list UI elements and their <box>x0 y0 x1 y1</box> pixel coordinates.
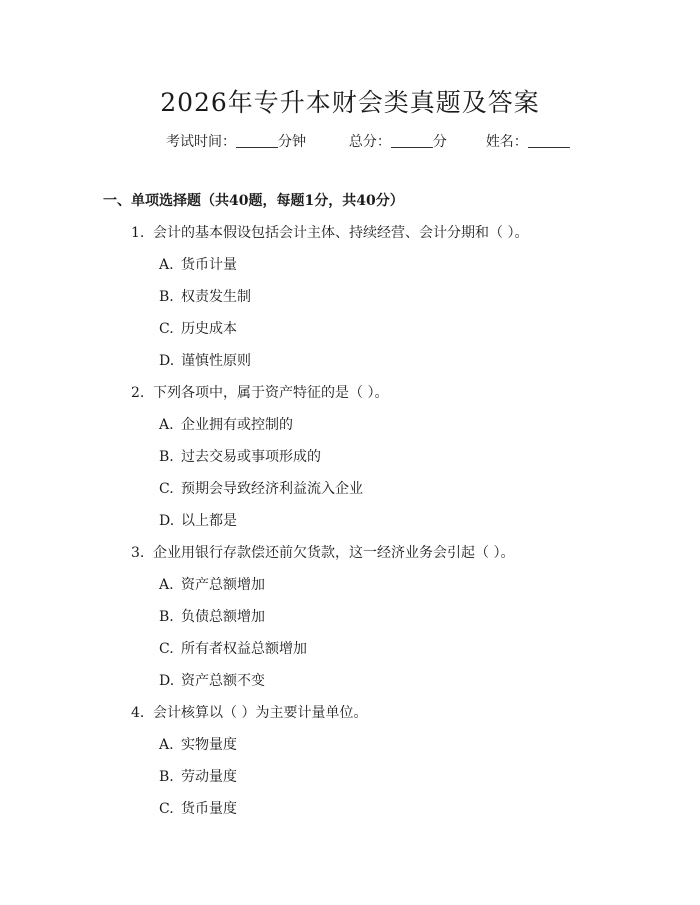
question-4 <box>131 702 367 722</box>
option-letter: A. <box>159 577 174 593</box>
time-blank <box>236 133 278 148</box>
question-3-option-a <box>159 574 265 594</box>
question-text: 会计核算以（ ）为主要计量单位。 <box>153 705 368 721</box>
option-text: 谨慎性原则 <box>181 353 251 369</box>
question-1-option-a <box>159 254 237 274</box>
section-heading: 一、单项选择题（共40题，每题1分，共40分） <box>103 193 404 209</box>
option-letter: B. <box>159 289 174 305</box>
score-blank <box>391 133 433 148</box>
option-letter: A. <box>159 417 174 433</box>
option-letter: C. <box>159 481 174 497</box>
option-letter: C. <box>159 801 174 817</box>
question-number: 2. <box>131 385 145 401</box>
option-text: 实物量度 <box>181 737 237 753</box>
question-1 <box>131 222 528 242</box>
question-3-option-c <box>159 638 307 658</box>
question-1-option-d <box>159 350 251 370</box>
option-text: 货币量度 <box>181 801 237 817</box>
score-unit: 分 <box>432 134 447 150</box>
option-letter: D. <box>159 353 175 369</box>
question-2-option-b <box>159 446 321 466</box>
question-text: 下列各项中，属于资产特征的是（ ）。 <box>153 385 389 401</box>
question-3 <box>131 542 514 562</box>
name-blank <box>528 133 570 148</box>
question-1-option-c <box>159 318 237 338</box>
option-text: 企业拥有或控制的 <box>181 417 293 433</box>
page-title: 2026年专升本财会类真题及答案 <box>160 88 540 117</box>
question-3-option-d <box>159 670 265 690</box>
option-text: 所有者权益总额增加 <box>181 641 307 657</box>
question-2 <box>131 382 388 402</box>
question-text: 企业用银行存款偿还前欠货款，这一经济业务会引起（ ）。 <box>153 545 515 561</box>
option-text: 历史成本 <box>181 321 237 337</box>
option-text: 以上都是 <box>181 513 237 529</box>
option-text: 资产总额增加 <box>181 577 265 593</box>
option-letter: D. <box>159 673 175 689</box>
option-text: 资产总额不变 <box>181 673 265 689</box>
question-4-option-c <box>159 798 237 818</box>
option-letter: B. <box>159 769 174 785</box>
question-3-option-b <box>159 606 265 626</box>
option-text: 劳动量度 <box>181 769 237 785</box>
option-letter: B. <box>159 449 174 465</box>
question-text: 会计的基本假设包括会计主体、持续经营、会计分期和（ ）。 <box>153 225 529 241</box>
time-unit: 分钟 <box>278 134 306 150</box>
question-2-option-a <box>159 414 293 434</box>
question-number: 1. <box>131 225 145 241</box>
name-label: 姓名： <box>485 134 528 150</box>
option-letter: C. <box>159 641 174 657</box>
option-letter: C. <box>159 321 174 337</box>
option-letter: B. <box>159 609 174 625</box>
exam-info-bar <box>166 131 570 151</box>
question-2-option-d <box>159 510 237 530</box>
option-text: 权责发生制 <box>181 289 251 305</box>
option-letter: A. <box>159 257 174 273</box>
time-label: 考试时间： <box>166 134 236 150</box>
score-label: 总分： <box>348 134 391 150</box>
option-letter: D. <box>159 513 175 529</box>
question-1-option-b <box>159 286 251 306</box>
option-letter: A. <box>159 737 174 753</box>
option-text: 过去交易或事项形成的 <box>181 449 321 465</box>
question-4-option-a <box>159 734 237 754</box>
option-text: 预期会导致经济利益流入企业 <box>181 481 363 497</box>
option-text: 货币计量 <box>181 257 237 273</box>
question-4-option-b <box>159 766 237 786</box>
option-text: 负债总额增加 <box>181 609 265 625</box>
question-number: 4. <box>131 705 145 721</box>
question-2-option-c <box>159 478 363 498</box>
question-number: 3. <box>131 545 145 561</box>
